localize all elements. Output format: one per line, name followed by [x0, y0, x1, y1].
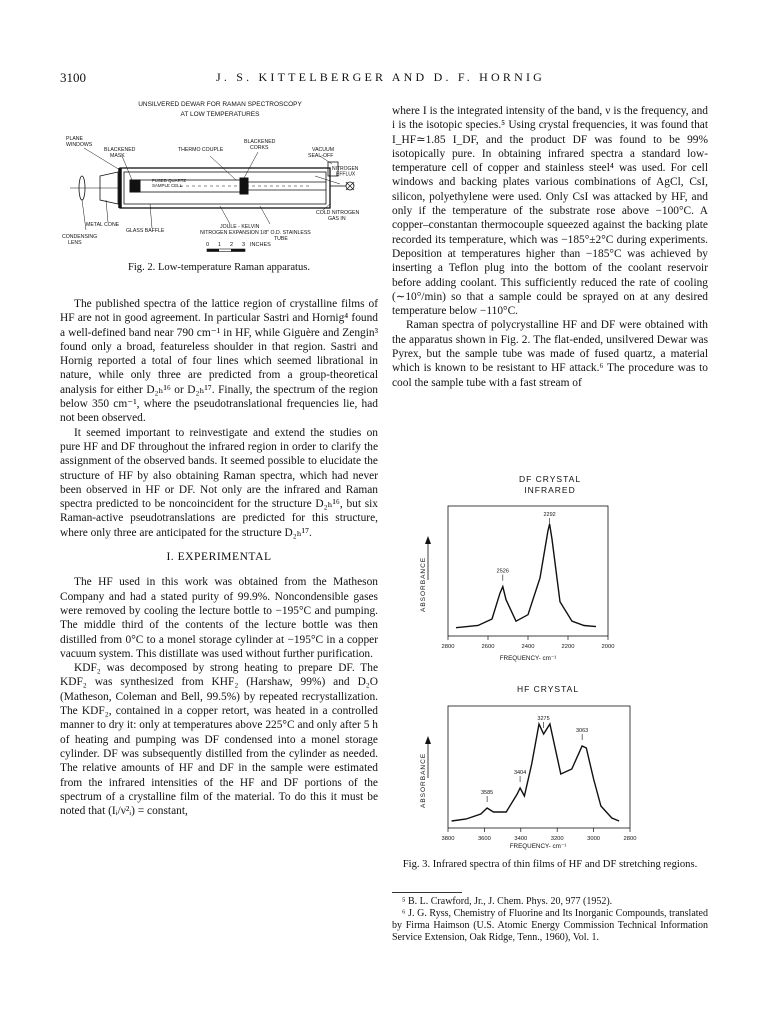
footnote-6: ⁶ J. G. Ryss, Chemistry of Fluorine and Its Inorganic Compounds, translated by Firma Haimson (U.S. Atomic Energy Commission Technical Information Service Extension, Oak Ridge, Tenn., 1960), Vol. 1.	[392, 908, 708, 943]
scale-tick-1: 1	[218, 242, 222, 248]
x-tick-label: 2000	[601, 644, 615, 650]
df-ylabel: ABSORBANCE	[420, 556, 427, 612]
section-heading: I. EXPERIMENTAL	[166, 550, 272, 564]
df-title-1: DF CRYSTAL	[518, 474, 582, 484]
figure-2-caption: Fig. 2. Low-temperature Raman apparatus.	[127, 262, 311, 273]
x-tick-label: 3800	[441, 836, 455, 842]
label-condensing-lens: CONDENSING LENS	[62, 234, 98, 246]
x-tick-label: 2800	[441, 644, 455, 650]
label-od-tube: 1/8" O.D. STAINLESS TUBE	[260, 230, 311, 242]
label-cold-nitrogen: COLD NITROGEN GAS IN	[316, 210, 360, 222]
scale-tick-0: 0	[206, 242, 210, 248]
df-series-line	[456, 524, 596, 628]
footnote-rule	[392, 892, 462, 893]
figure-3-caption: Fig. 3. Infrared spectra of thin films of HF and DF stretching regions.	[402, 859, 698, 870]
page-number: 3100	[60, 70, 86, 85]
label-blackened-mask: BLACKENED MASK	[104, 147, 136, 159]
paragraph: where I is the integrated intensity of the band, ν is the frequency, and i is the isotopic species.⁵ Using crystal frequencies, it was found that I_HF≃1.85 I_DF, and the product DF was found to be 99% isotopically pure. In obtaining infrared spectra a standard low-temperature cell of copper and stainless steel⁴ was used. For cell windows and backing plates various combinations of AgCl, CsI, silicon, polyethylene were used. Only CsI was attacked by HF, and only if the temperature of the substrate rose above −100°C. A copper–constantan thermocouple squeezed against the backing plate recorded its temperature, which was −185°±2°C during experiments. Deposition at temperatures higher than −185°C was achieved by inserting a Teflon plug into the bottom of the coolant reservoir before adding coolant. This sufficiently reduced the rate of cooling (∼10°/min) so that a sample could be sprayed on at any desired temperature below −110°C.	[392, 105, 708, 318]
fig2-title-2: AT LOW TEMPERATURES	[180, 111, 260, 118]
label-fused-quartz: FUSED QUARTZ SAMPLE CELL	[152, 178, 187, 188]
dewar-apparatus	[70, 148, 354, 230]
footnote-5: ⁵ B. L. Crawford, Jr., J. Chem. Phys. 20, 977 (1952).	[402, 896, 613, 907]
peak-label: 3275	[537, 716, 550, 722]
x-tick-label: 3600	[477, 836, 491, 842]
scale-tick-2: 2	[230, 242, 234, 248]
x-tick-label: 3400	[514, 836, 528, 842]
paragraph: It seemed important to reinvestigate and extend the studies on pure HF and DF throughout the infrared region in order to clarify the assignment of the observed bands. It seemed possible to elucidate the structure of HF by also obtaining Raman spectra, which had never been observed in HF or DF. Not only are the infrared and Raman spectra predicted to be noncoincident for the structure D₂ₕ¹⁶, but six Raman-active pseudotranslations are predicted for this structure, where only three are anticipated for the structure D₂ₕ¹⁷.	[60, 426, 378, 539]
paragraph: KDF₂ was decomposed by strong heating to prepare DF. The KDF₂ was synthesized from KHF₂ (Harshaw, 99%) and D₂O (Matheson, Coleman and Bell, 99.5%) by repeated recrystallization. The KDF₂, contained in a copper retort, was heated in a controlled manner to dry it: only at temperatures above 225°C and only after 5 h of heating and pumping was DF condensed into a monel storage cylinder. DF was subsequently distilled from the cylinder as needed. The relative amounts of HF and DF in the sample were estimated from the infrared intensities of the HF and DF portions of the spectrum of a crystalline film of the material. To do this it must be noted that (Iᵢ/ν²ᵢ) = constant,	[60, 662, 378, 818]
label-metal-cone: METAL CONE	[86, 222, 120, 228]
label-glass-baffle: GLASS BAFFLE	[126, 228, 165, 234]
df-xlabel: FREQUENCY- cm⁻¹	[499, 655, 557, 662]
x-tick-label: 2400	[521, 644, 535, 650]
peak-label: 3404	[513, 770, 527, 776]
hf-xlabel: FREQUENCY- cm⁻¹	[509, 843, 567, 850]
hf-series-line	[452, 724, 619, 821]
label-plane-windows: PLANE WINDOWS	[66, 136, 93, 148]
figure-2-diagram	[60, 96, 378, 256]
peak-label: 2292	[543, 512, 556, 518]
df-x-ticks	[442, 636, 615, 650]
right-column	[392, 104, 708, 390]
fig3-df-chart	[410, 472, 640, 662]
df-plot-frame	[448, 506, 608, 636]
x-tick-label: 2200	[561, 644, 575, 650]
label-thermo-couple: THERMO COUPLE	[178, 147, 224, 153]
left-column	[60, 297, 378, 818]
label-vacuum-seal: VACUUM SEAL-OFF	[308, 147, 335, 159]
peak-label: 2526	[496, 568, 509, 575]
fig2-title-1: UNSILVERED DEWAR FOR RAMAN SPECTROSCOPY	[138, 101, 302, 108]
hf-peak-labels	[481, 716, 588, 802]
running-title: J. S. KITTELBERGER AND D. F. HORNIG	[216, 70, 546, 84]
scale-unit: INCHES	[250, 242, 271, 248]
hf-ylabel: ABSORBANCE	[420, 752, 427, 808]
paragraph: The published spectra of the lattice region of crystalline films of HF are not in good agreement. In particular Sastri and Hornig⁴ found a well-defined band near 790 cm⁻¹ in HF, while Giguère and Zengin³ found only a broad, featureless shoulder in that region. Sastri and Hornig reported a total of four lines which seemed librational in nature, while only three are predicted from a group-theoretical analysis for either D₂ₕ¹⁶ or D₂ₕ¹⁷. Finally, the spectrum of the region below 350 cm⁻¹, where the pseudotranslational frequencies lie, had not been observed.	[60, 298, 378, 425]
scale-bar	[206, 242, 271, 252]
x-tick-label: 2600	[481, 644, 495, 650]
peak-label: 3585	[481, 790, 494, 796]
footnotes	[392, 890, 708, 944]
label-joule-kelvin: JOULE - KELVIN NITROGEN EXPANSION	[200, 224, 260, 236]
x-tick-label: 3200	[550, 836, 564, 842]
x-tick-label: 3000	[587, 836, 601, 842]
paragraph: Raman spectra of polycrystalline HF and DF were obtained with the apparatus shown in Fig. 2. The flat-ended, unsilvered Dewar was Pyrex, but the sample tube was made of fused quartz, a material which is known to be resistant to HF attack.⁶ The procedure was to cool the sample tube with a fast stream of	[392, 319, 708, 389]
x-tick-label: 2800	[623, 836, 637, 842]
scale-tick-3: 3	[242, 242, 246, 248]
label-nitrogen-efflux: NITROGEN EFFLUX	[332, 166, 359, 178]
hf-y-arrowhead	[425, 736, 431, 744]
peak-label: 3063	[576, 728, 589, 734]
df-peak-labels	[497, 512, 556, 581]
df-y-arrowhead	[425, 536, 431, 544]
hf-title: HF CRYSTAL	[516, 684, 580, 694]
paragraph: The HF used in this work was obtained from the Matheson Company and had a stated purity of 99.9%. Noncondensible gases were removed by cooling the lecture bottle to −195°C and pumping. The middle third of the contents of the lecture bottle was then distilled from 0°C to a monel storage cylinder at −195°C in a copper vacuum system. This distillate was used without further purification.	[60, 576, 378, 660]
df-title-2: INFRARED	[524, 485, 576, 495]
hf-x-ticks	[442, 828, 637, 842]
label-blackened-corks: BLACKENED CORKS	[244, 139, 276, 151]
fig3-hf-chart	[410, 682, 640, 852]
